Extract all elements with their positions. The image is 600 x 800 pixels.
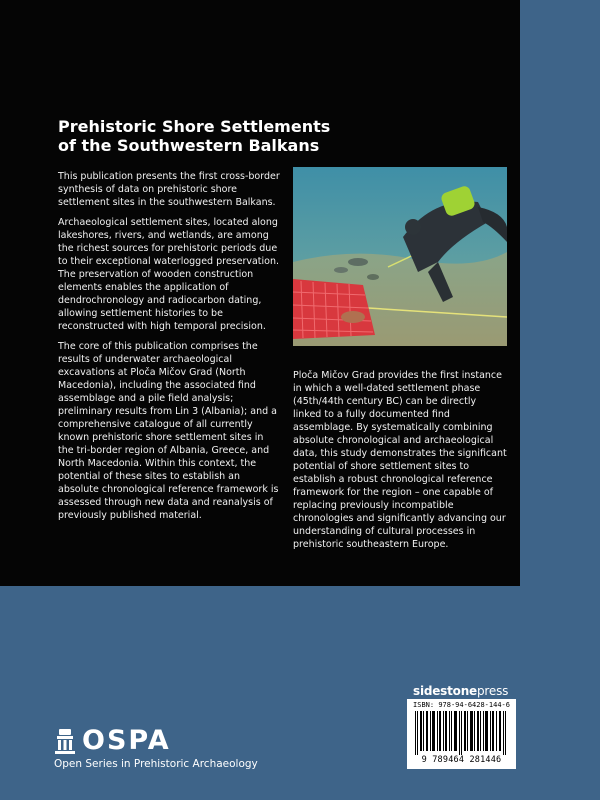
right-column <box>293 369 507 551</box>
isbn-text: ISBN: 978-94-6428-144-6 <box>413 701 510 709</box>
paragraph-core: The core of this publication comprises the results of underwater archaeological excavations at Ploča Mičov Grad (North Macedonia), including the associated find assemblage and a pile field analysis; preliminary results from Lin 3 (Albania); and a comprehensive catalogue of all currently known prehistoric shore settlement sites in the tri-border region of Albania, Greece, and North Macedonia. Within this context, the potential of these sites to establish an absolute chronological reference framework is assessed through new data and reanalysis of previously published material. <box>58 341 279 521</box>
ospa-logo-icon <box>54 728 76 754</box>
title-line-1: Prehistoric Shore Settlements <box>58 117 331 136</box>
publisher-logo <box>413 684 508 698</box>
ospa-wordmark: OSPA <box>82 725 171 756</box>
title-line-2: of the Southwestern Balkans <box>58 136 320 155</box>
underwater-diver-photo <box>293 167 507 346</box>
publisher-light: press <box>477 684 509 698</box>
publisher-bold: sidestone <box>413 684 477 698</box>
series-subtitle: Open Series in Prehistoric Archaeology <box>54 758 258 770</box>
paragraph-intro: This publication presents the first cross-border synthesis of data on prehistoric shore settlement sites in the southwestern Balkans. <box>58 171 280 208</box>
barcode-digits: 9 789464 281446 <box>421 755 502 765</box>
left-column <box>58 170 280 529</box>
paragraph-sites: Archaeological settlement sites, located along lakeshores, rivers, and wetlands, are among the richest sources for prehistoric periods due to their exceptional waterlogged preservation. The preservation of wooden construction elements enables the application of dendrochronology and radiocarbon dating, allowing settlement histories to be reconstructed with high temporal precision. <box>58 217 280 332</box>
paragraph-plocha: Ploča Mičov Grad provides the first instance in which a well-dated settlement phase (45th/44th century BC) can be directly linked to a fully documented find assemblage. By systematically combining absolute chronological and archaeological data, this study demonstrates the significant potential of shore settlement sites to establish a robust chronological reference framework for the region – one capable of replacing previously incompatible chronologies and significantly advancing our understanding of cultural processes in prehistoric southeastern Europe. <box>293 370 507 550</box>
book-title <box>58 117 378 155</box>
isbn-barcode <box>407 699 516 769</box>
ospa-logo <box>54 727 171 755</box>
